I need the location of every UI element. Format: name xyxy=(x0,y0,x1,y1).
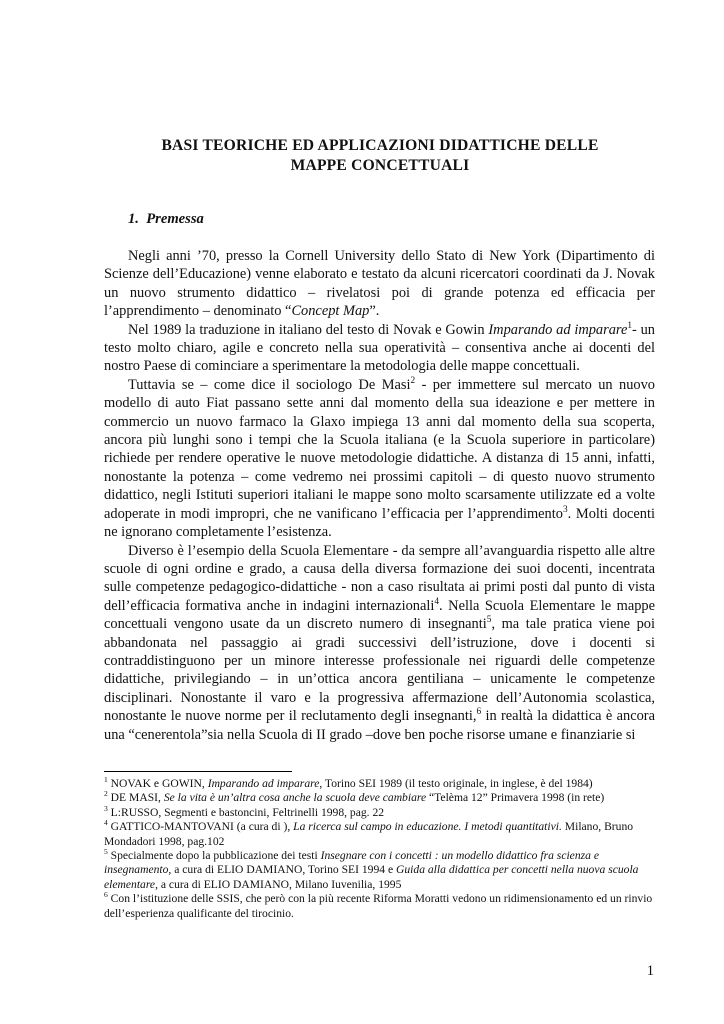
italic-run: Se la vita è un’altra cosa anche la scuola deve cambiare xyxy=(163,791,427,805)
footnote-separator xyxy=(104,771,292,772)
text-run: ”. xyxy=(369,303,380,320)
paragraph-1 xyxy=(104,247,655,321)
text-run: a cura di ELIO DAMIANO, Torino SEI 1994 e xyxy=(171,863,396,877)
title-line-2: MAPPE CONCETTUALI xyxy=(290,157,470,174)
footnote-number: 1 xyxy=(104,775,108,785)
text-run: . Molti docenti ne ignorano completamente l’esistenza. xyxy=(104,505,655,541)
italic-run: La ricerca sul campo in educazione. I metodi quantitativi. xyxy=(293,820,562,834)
text-run: Specialmente dopo la pubblicazione dei testi xyxy=(107,849,321,863)
title-line-1: BASI TEORICHE ED APPLICAZIONI DIDATTICHE DELLE xyxy=(161,137,599,154)
text-run: Con l’istituzione delle SSIS, che però con la più recente Riforma Moratti vedono un ridimensionamento ed un rinvio dell’esperienza qualificante del tirocinio. xyxy=(104,892,653,920)
footnote-ref: 5 xyxy=(486,615,492,626)
page-number: 1 xyxy=(646,963,654,979)
footnote-ref: 4 xyxy=(434,596,440,607)
section-title: Premessa xyxy=(146,211,204,227)
section-heading xyxy=(128,211,204,228)
text-run: NOVAK e GOWIN, xyxy=(107,777,208,790)
footnote-number: 5 xyxy=(104,847,108,857)
text-run: DE MASI, xyxy=(107,791,164,805)
italic-run: Insegnare con i concetti : un modello didattico fra scienza e insegnamento, xyxy=(104,849,599,877)
italic-run: Concept Map xyxy=(291,303,370,320)
footnote-number: 6 xyxy=(104,890,108,900)
footnote-5 xyxy=(104,849,655,892)
text-run: GATTICO-MANTOVANI (a cura di ), xyxy=(107,820,294,834)
paragraph-2 xyxy=(104,321,655,376)
footnote-ref: 1 xyxy=(627,320,633,331)
text-run: Tuttavia se – come dice il sociologo De Masi xyxy=(128,376,411,393)
footnote-ref: 2 xyxy=(410,376,416,387)
text-run: . Nella Scuola Elementare le mappe concettuali vengono usate da un discreto numero di insegnanti xyxy=(104,597,655,633)
footnote-ref: 3 xyxy=(562,504,568,515)
footnotes xyxy=(104,777,655,921)
footnote-2 xyxy=(104,791,655,805)
text-run: in realtà la didattica è ancora una “cenerentola”sia nella Scuola di II grado –dove ben poche risorse umane e finanziarie si xyxy=(104,708,655,743)
text-run: - un testo molto chiaro, agile e concreto nella sua operatività – consentiva anche ai docenti del nostro Paese di cominciare a sperimentare la metodologia delle mappe concettuali. xyxy=(104,321,656,375)
italic-run: Guida alla didattica per concetti nella nuova scuola elementare, xyxy=(104,863,639,891)
footnote-ref: 6 xyxy=(476,707,482,718)
footnote-4 xyxy=(104,820,655,849)
footnote-6 xyxy=(104,892,655,921)
text-run: , ma tale pratica viene poi abbandonata nel passaggio ai gradi successivi dell’istruzione, dove i docenti si contraddistinguono per un minore interesse professionale nei riguardi delle competenze didattiche, privilegiando – in un’ottica ancora gentiliana – unicamente le competenze disciplinari. Nonostante il varo e la progressiva affermazione dell’Autonomia scolastica, nonostante le nuove norme per il reclutamento degli insegnanti, xyxy=(104,616,656,725)
text-run: , Torino SEI 1989 (il testo originale, in inglese, è del 1984) xyxy=(319,777,593,790)
body-text xyxy=(104,247,655,744)
text-run: L:RUSSO, Segmenti e bastoncini, Feltrinelli 1998, pag. 22 xyxy=(107,805,385,819)
text-run: Negli anni ’70, presso la Cornell University dello Stato di New York (Dipartimento di Scienze dell’Educazione) venne elaborato e testato da alcuni ricercatori coordinati da J. Novak un nuovo strumento didattico – rivelatosi poi di grande potenza ed efficacia per l’apprendimento – denominato “ xyxy=(104,248,655,320)
footnote-1 xyxy=(104,777,655,791)
italic-run: Imparando ad imparare xyxy=(207,777,320,790)
text-run: “Telèma 12” Primavera 1998 (in rete) xyxy=(426,791,605,805)
footnote-3 xyxy=(104,803,655,820)
text-run: Nel 1989 la traduzione in italiano del testo di Novak e Gowin xyxy=(128,321,489,338)
footnote-number: 2 xyxy=(104,789,108,799)
footnote-number: 4 xyxy=(104,818,108,828)
paragraph-4 xyxy=(104,542,655,744)
text-run: Milano, Bruno Mondadori 1998, pag.102 xyxy=(104,820,634,848)
footnote-number: 3 xyxy=(104,803,108,813)
paragraph-3 xyxy=(104,376,655,542)
text-run: - per immettere sul mercato un nuovo modello di auto Fiat passano sette anni dal momento della sua ideazione e per mettere in commercio un nuovo farmaco la Glaxo impiega 13 anni dal momento della sua scoperta, ancora più lunghi sono i tempi che la Scuola italiana (e la Scuola superiore in particolare) richiede per rendere operative le nuove metodologie didattiche. A distanza di 15 anni, infatti, nonostante la potenza – come vedremo nei prossimi capitoli – di questo nuovo strumento didattico, negli Istituti superiori italiani le mappe sono molto scarsamente utilizzate ed a volte adoperate in modi impropri, che ne vanificano l’efficacia per l’apprendimento xyxy=(104,376,655,522)
text-run: Diverso è l’esempio della Scuola Elementare - da sempre all’avanguardia rispetto alle altre scuole di ogni ordine e grado, a causa della diversa formazione dei suoi docenti, incentrata sulle competenze pedagogico-didattiche - non a caso risultata ai primi posti dal punto di vista dell’efficacia formativa anche in indagini internazionali xyxy=(104,542,655,614)
document-title xyxy=(104,136,656,176)
italic-run: Imparando ad imparare xyxy=(488,321,628,338)
text-run: a cura di ELIO DAMIANO, Milano Iuvenilia, 1995 xyxy=(157,877,402,891)
section-number: 1. xyxy=(128,211,139,227)
